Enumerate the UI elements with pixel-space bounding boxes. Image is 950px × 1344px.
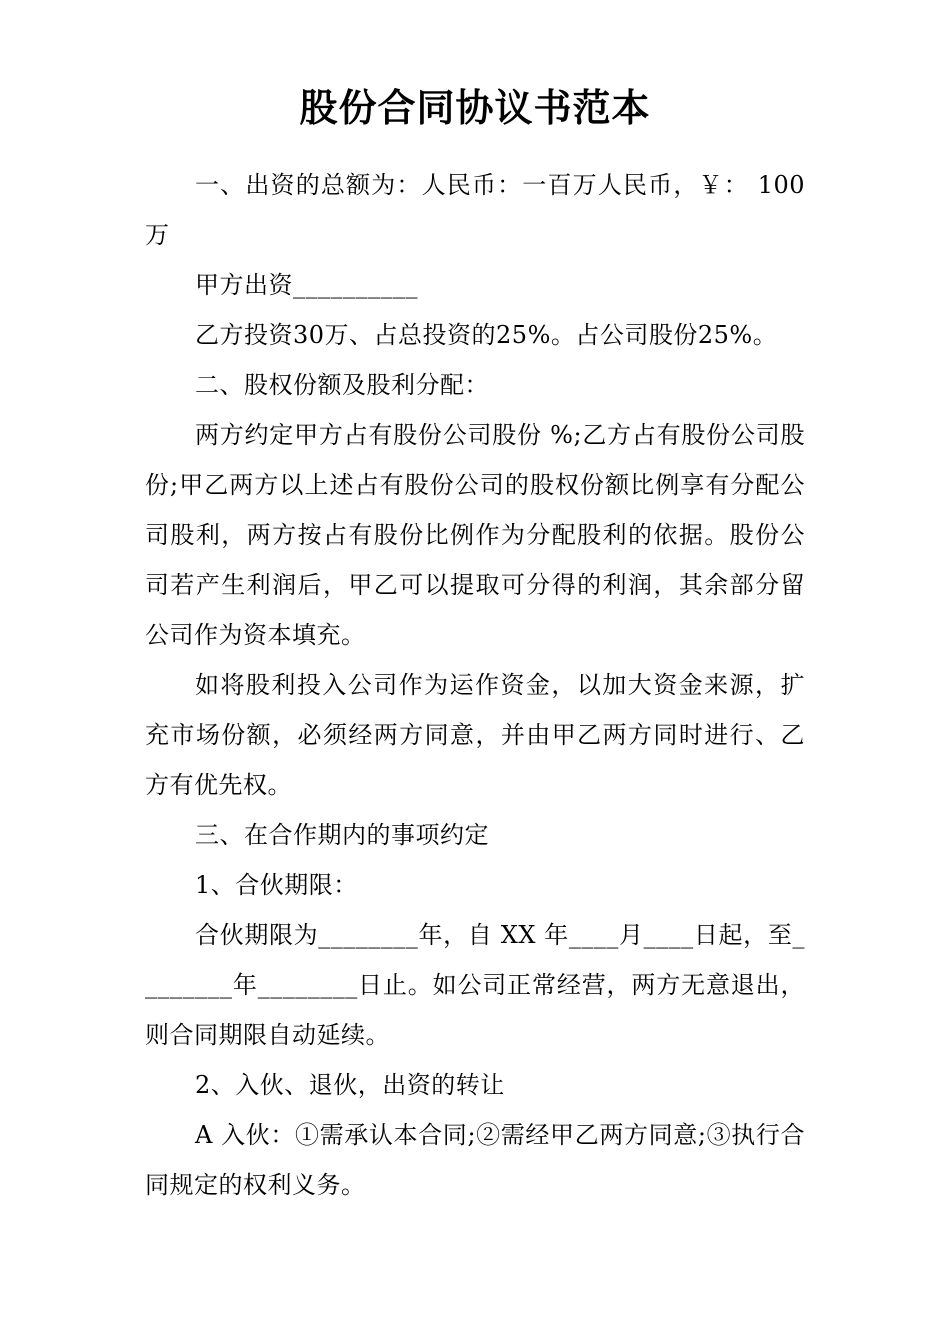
subheading-partnership-term: 1、合伙期限： — [195, 871, 358, 899]
document-body — [145, 160, 805, 1210]
subheading-admission-withdrawal: 2、入伙、退伙，出资的转让 — [195, 1071, 505, 1099]
paragraph-admission-rules: A 入伙：①需承认本合同;②需经甲乙两方同意;③执行合同规定的权利义务。 — [145, 1121, 805, 1199]
section-heading-cooperation: 三、在合作期内的事项约定 — [195, 821, 489, 849]
paragraph-party-a-capital: 甲方出资__________ — [195, 271, 418, 299]
paragraph-partnership-term: 合伙期限为________年，自 XX 年____月____日起，至________年________日止。如公司正常经营，两方无意退出，则合同期限自动延续。 — [145, 921, 805, 1049]
paragraph-equity-agreement: 两方约定甲方占有股份公司股份 %;乙方占有股份公司股份;甲乙两方以上述占有股份公司的股权份额比例享有分配公司股利，两方按占有股份比例作为分配股利的依据。股份公司若产生利润后，甲乙可以提取可分得的利润，其余部分留公司作为资本填充。 — [145, 421, 805, 649]
section-heading-equity: 二、股权份额及股利分配： — [195, 371, 489, 399]
paragraph-dividend-investment: 如将股利投入公司作为运作资金，以加大资金来源，扩充市场份额，必须经两方同意，并由甲乙两方同时进行、乙方有优先权。 — [145, 671, 805, 799]
paragraph-capital-total: 一、出资的总额为：人民币：一百万人民币，￥： 100万 — [145, 171, 805, 249]
document-title: 股份合同协议书范本 — [299, 85, 651, 130]
paragraph-party-b-investment: 乙方投资30万、占总投资的25%。占公司股份25%。 — [195, 321, 778, 349]
